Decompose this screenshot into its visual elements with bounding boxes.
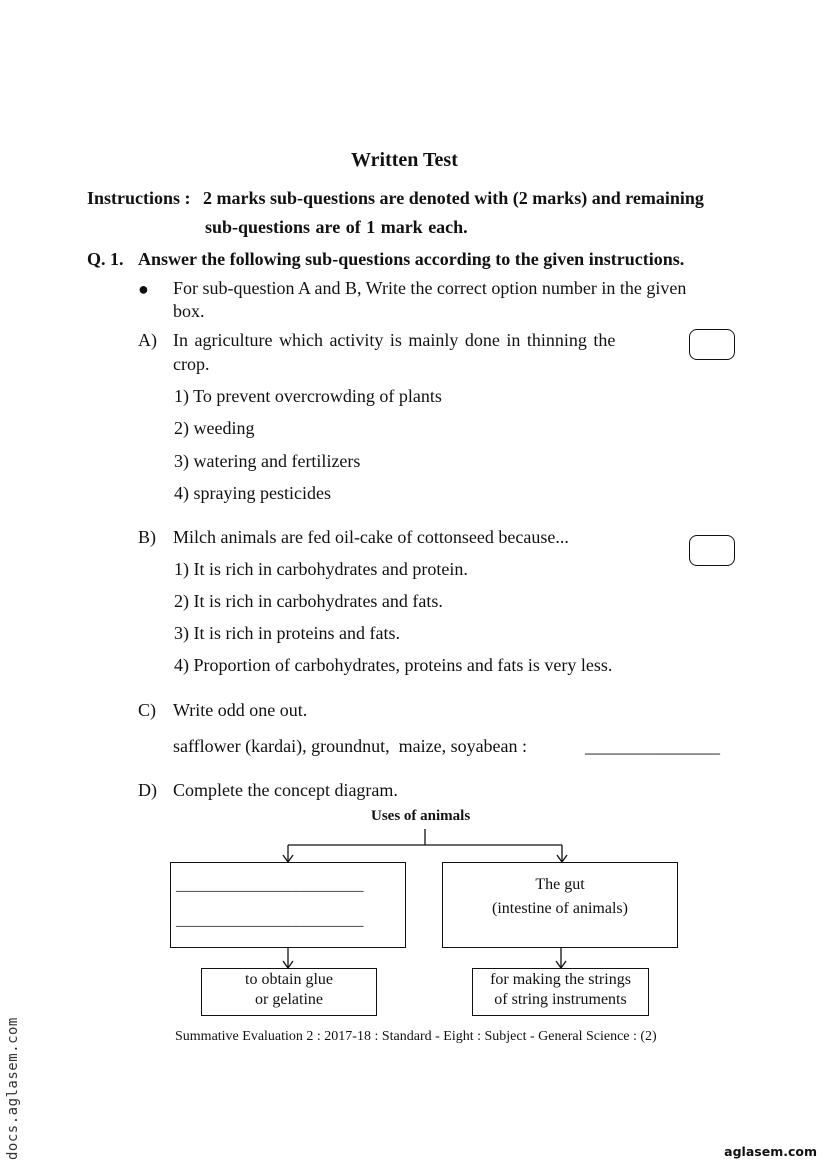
diagram-left-blank-2[interactable]: _________________________ [176,913,364,929]
diagram-right-result-line2: of string instruments [494,991,627,1008]
diagram-root-label: Uses of animals [371,808,471,824]
subq-a-option: 4) spraying pesticides [174,483,331,503]
instructions-line1: 2 marks sub-questions are denoted with (2 marks) and remaining [203,188,704,208]
subq-d-label: D) [138,780,157,800]
diagram-right-result-line1: for making the strings [490,971,631,988]
question-number: Q. 1. [87,249,124,269]
page-footer: Summative Evaluation 2 : 2017-18 : Standard - Eight : Subject - General Science : (2) [175,1029,657,1044]
subq-a-option: 2) weeding [174,418,255,438]
bullet-icon: ● [138,279,149,299]
diagram-left-result-line2: or gelatine [255,991,323,1008]
subq-a-option: 3) watering and fertilizers [174,451,361,471]
page-title: Written Test [351,149,458,171]
subq-a-question-line2: crop. [173,354,210,374]
subq-d-question: Complete the concept diagram. [173,780,398,800]
subq-c-label: C) [138,700,156,720]
subq-c-answer-blank[interactable]: _______________ [585,736,720,756]
subq-b-label: B) [138,527,156,547]
subq-b-option: 1) It is rich in carbohydrates and protein. [174,559,468,579]
subq-c-items: safflower (kardai), groundnut, maize, soyabean : [173,736,528,756]
subq-b-question: Milch animals are fed oil-cake of cottonseed because... [173,527,569,547]
bullet-text-line1: For sub-question A and B, Write the correct option number in the given [173,278,687,298]
subq-b-option: 2) It is rich in carbohydrates and fats. [174,591,443,611]
diagram-left-result-line1: to obtain glue [245,971,333,988]
watermark-vertical: docs.aglasem.com [5,1017,21,1160]
watermark-corner: aglasem.com [724,1144,817,1159]
diagram-left-box[interactable] [170,862,406,948]
instructions-line2: sub-questions are of 1 mark each. [205,217,468,237]
subq-b-option: 4) Proportion of carbohydrates, proteins and fats is very less. [174,655,613,675]
subq-a-option: 1) To prevent overcrowding of plants [174,386,442,406]
bullet-text-line2: box. [173,301,205,321]
subq-c-question: Write odd one out. [173,700,308,720]
instructions-label: Instructions : [87,188,191,208]
diagram-right-line1: The gut [535,876,585,893]
subq-a-question-line1: In agriculture which activity is mainly done in thinning the [173,330,616,350]
subq-b-option: 3) It is rich in proteins and fats. [174,623,400,643]
diagram-right-line2: (intestine of animals) [492,900,628,917]
subq-a-label: A) [138,330,157,350]
question-heading: Answer the following sub-questions according to the given instructions. [138,249,685,269]
diagram-left-blank-1[interactable]: _________________________ [176,878,364,894]
